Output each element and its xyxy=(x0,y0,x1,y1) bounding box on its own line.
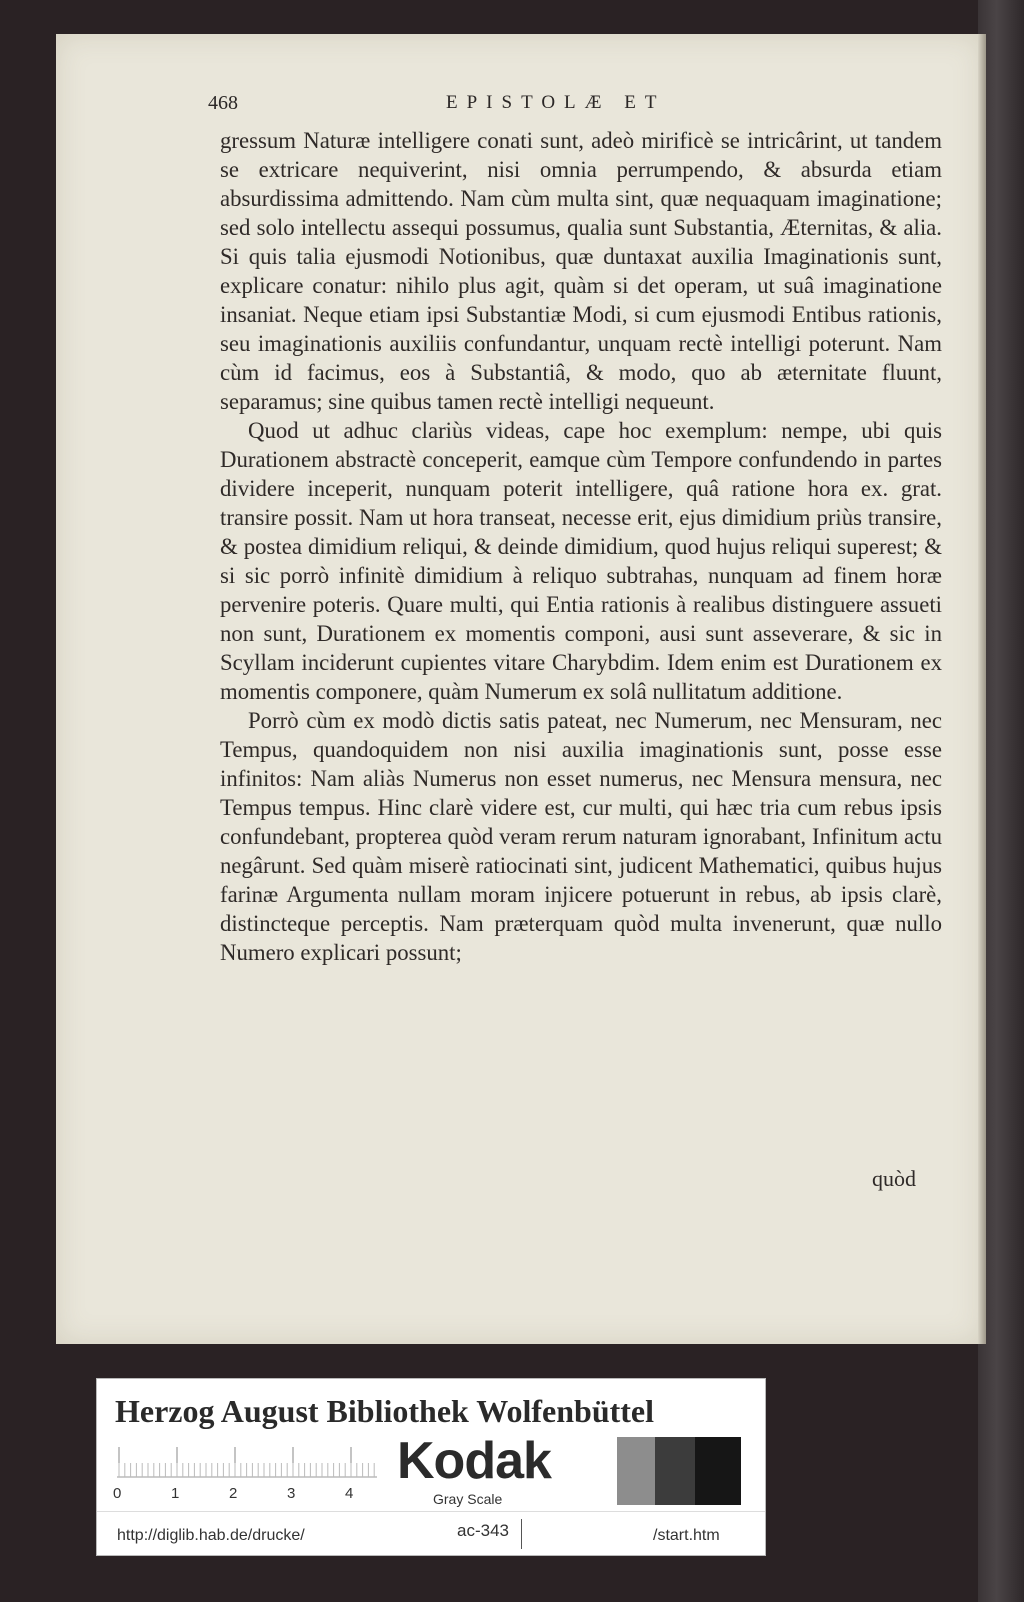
ruler-scale xyxy=(117,1439,377,1479)
page-number: 468 xyxy=(208,92,238,114)
paragraph-3: Porrò cùm ex modò dictis satis pateat, nec Numerum, nec Mensuram, nec Tempus, quandoquidem non nisi auxilia imaginationis sunt, posse esse infinitos: Nam aliàs Numerus non esset numerus, nec Mensura mensura, nec Tempus tempus. Hinc clarè videre est, cur multi, qui hæc tria cum rebus ipsis confundebant, propterea quòd veram rerum naturam ignorabant, Infinitum actu negârunt. Sed quàm miserè ratiocinati sint, judicent Mathematici, quibus hujus farinæ Argumenta nullam moram injicere potuerunt in rebus, ab ipsis clarè, distincteque perceptis. Nam præterquam quòd multa invenerunt, quæ nullo Numero explicari possunt; xyxy=(220,708,942,965)
gray-scale-label: Gray Scale xyxy=(433,1491,503,1507)
scale-number: 3 xyxy=(287,1485,296,1502)
scale-numbers xyxy=(113,1485,383,1505)
shelfmark: ac-343 xyxy=(457,1521,509,1540)
separator xyxy=(521,1519,522,1549)
gray-patch-mid xyxy=(655,1437,695,1505)
scale-number: 1 xyxy=(171,1485,180,1502)
paragraph-2: Quod ut adhuc clariùs videas, cape hoc exemplum: nempe, ubi quis Durationem abstractè conceperit, eamque cùm Tempore confundendo in partes dividere inceperit, nunquam poterit intelligere, quâ ratione hora ex. grat. transire possit. Nam ut hora transeat, necesse erit, ejus dimidium priùs transire, & postea dimidium reliqui, & deinde dimidium, quod hujus reliqui superest; & si sic porrò infinitè dimidium à reliquo subtrahas, nunquam ad finem horæ pervenire poteris. Quare multi, qui Entia rationis à realibus distinguere assueti non sunt, Durationem ex momentis componi, ausi sunt asseverare, & sic in Scyllam inciderunt cupientes vitare Charybdim. Idem enim est Durationem ex momentis componere, quàm Numerum ex solâ nullitatum additione. xyxy=(220,418,942,704)
running-head xyxy=(206,92,926,122)
gray-patch-light xyxy=(617,1437,655,1505)
scale-number: 4 xyxy=(345,1485,354,1502)
url-suffix: /start.htm xyxy=(653,1527,720,1544)
institution-name: Herzog August Bibliothek Wolfenbüttel xyxy=(115,1393,655,1429)
url-base: http://diglib.hab.de/drucke/ xyxy=(117,1527,305,1544)
scale-number: 2 xyxy=(229,1485,238,1502)
gray-patches xyxy=(617,1437,741,1505)
body-text xyxy=(220,126,942,967)
catchword: quòd xyxy=(872,1166,916,1191)
running-title: EPISTOLÆ ET xyxy=(446,92,666,113)
page-edge xyxy=(978,34,986,1344)
library-label-card xyxy=(96,1378,766,1556)
paragraph-1: gressum Naturæ intelligere conati sunt, adeò mirificè se intricârint, ut tandem se extricare nequiverint, nisi omnia perrumpendo, & absurda etiam absurdissima admittendo. Nam cùm multa sint, quæ nequaquam imaginatione; sed solo intellectu assequi possumus, qualia sunt Substantia, Æternitas, & alia. Si quis talia ejusmodi Notionibus, quæ duntaxat auxilia Imaginationis sunt, explicare conatur: nihilo plus agit, quàm si det operam, ut suâ imaginatione insaniat. Neque etiam ipsi Substantiæ Modi, si cum ejusmodi Entibus rationis, seu imaginationis auxiliis confundantur, unquam rectè intelligi poterunt. Nam cùm id facimus, eos à Substantiâ, & modo, quo ab æternitate fluunt, separamus; sine quibus tamen rectè intelligi nequeunt. xyxy=(220,128,942,414)
scale-number: 0 xyxy=(113,1485,122,1502)
card-divider xyxy=(97,1511,765,1512)
gray-patch-dark xyxy=(695,1437,741,1505)
kodak-logo: Kodak xyxy=(397,1432,551,1490)
